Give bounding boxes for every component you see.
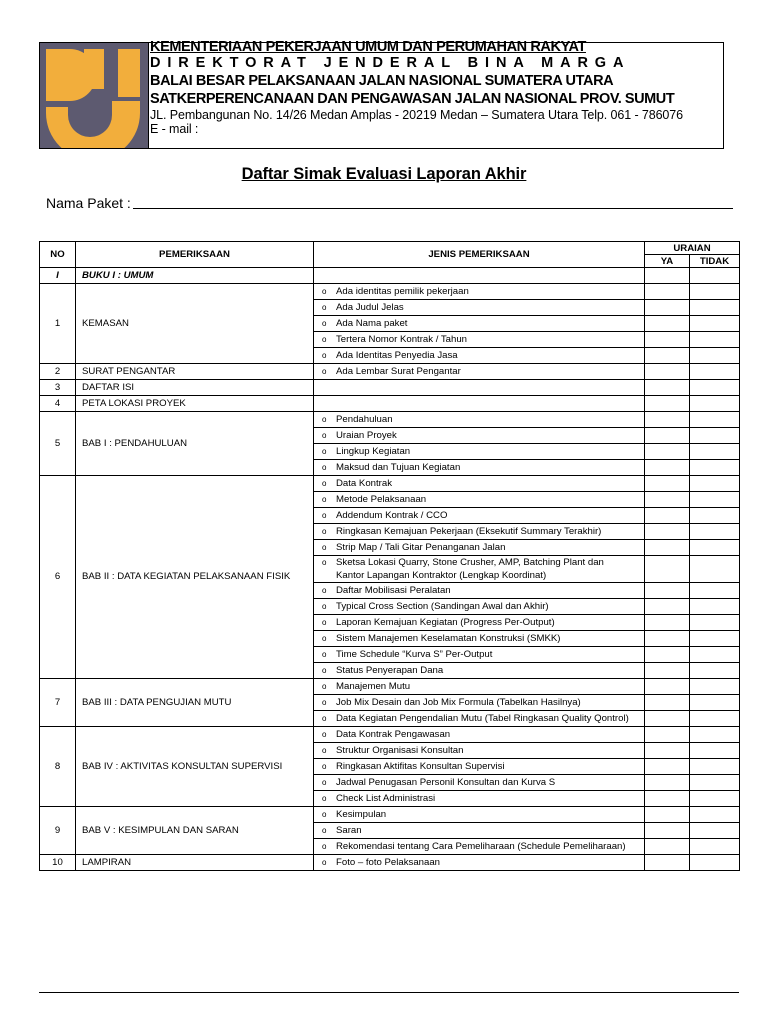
checkbox-ya[interactable] xyxy=(645,695,690,711)
bullet-icon: o xyxy=(322,793,327,803)
checkbox-ya[interactable] xyxy=(645,540,690,556)
checkbox-tidak[interactable] xyxy=(690,647,740,663)
row-number: I xyxy=(40,268,76,284)
checkbox-ya[interactable] xyxy=(645,284,690,300)
header-pemeriksaan: PEMERIKSAAN xyxy=(76,242,314,268)
checkbox-ya[interactable] xyxy=(645,332,690,348)
check-item-text: Maksud dan Tujuan Kegiatan xyxy=(336,461,461,473)
checkbox-ya[interactable] xyxy=(645,759,690,775)
row-pemeriksaan: BAB IV : AKTIVITAS KONSULTAN SUPERVISI xyxy=(76,727,314,807)
row-jenis xyxy=(314,743,645,759)
checkbox-ya[interactable] xyxy=(645,791,690,807)
check-item-text: Addendum Kontrak / CCO xyxy=(336,509,448,521)
row-number: 8 xyxy=(40,727,76,807)
bullet-icon: o xyxy=(322,745,327,755)
row-jenis xyxy=(314,284,645,300)
bullet-icon: o xyxy=(322,681,327,691)
bullet-icon: o xyxy=(322,601,327,611)
row-number: 6 xyxy=(40,476,76,679)
checkbox-tidak[interactable] xyxy=(690,695,740,711)
checkbox-ya[interactable] xyxy=(645,556,690,583)
table-row xyxy=(40,364,740,380)
checkbox-ya[interactable] xyxy=(645,743,690,759)
bullet-icon: o xyxy=(322,286,327,296)
row-jenis xyxy=(314,759,645,775)
row-pemeriksaan: BAB II : DATA KEGIATAN PELAKSANAAN FISIK xyxy=(76,476,314,679)
checkbox-ya[interactable] xyxy=(645,316,690,332)
pu-logo-icon xyxy=(40,43,148,148)
row-jenis xyxy=(314,364,645,380)
address-line: JL. Pembangunan No. 14/26 Medan Amplas - 20219 Medan – Sumatera Utara Telp. 061 - 786076 xyxy=(150,108,683,122)
bullet-icon: o xyxy=(322,841,327,851)
checkbox-ya[interactable] xyxy=(645,711,690,727)
check-item-text: Tertera Nomor Kontrak / Tahun xyxy=(336,333,467,345)
checkbox-tidak[interactable] xyxy=(690,727,740,743)
check-item-text: Foto – foto Pelaksanaan xyxy=(336,856,441,868)
checkbox-tidak[interactable] xyxy=(690,679,740,695)
row-jenis xyxy=(314,631,645,647)
check-item-text: Uraian Proyek xyxy=(336,429,397,441)
header-ya: YA xyxy=(645,255,690,268)
check-item-text: Ada identitas pemilik pekerjaan xyxy=(336,285,469,297)
checkbox-tidak[interactable] xyxy=(690,300,740,316)
check-item-text: Ringkasan Aktifitas Konsultan Supervisi xyxy=(336,760,505,772)
checkbox-tidak[interactable] xyxy=(690,268,740,284)
table-row xyxy=(40,412,740,428)
checkbox-tidak[interactable] xyxy=(690,284,740,300)
check-item-text: Sketsa Lokasi Quarry, Stone Crusher, AMP, Batching Plant dan Kantor Lapangan Kontraktor (Lengkap Koordinat) xyxy=(336,557,604,581)
checkbox-ya[interactable] xyxy=(645,679,690,695)
directorate-name: DIREKTORAT JENDERAL BINA MARGA xyxy=(150,55,631,71)
checkbox-ya[interactable] xyxy=(645,476,690,492)
row-jenis xyxy=(314,663,645,679)
nama-paket-label: Nama Paket : xyxy=(46,195,131,211)
header-no: NO xyxy=(40,242,76,268)
checkbox-tidak[interactable] xyxy=(690,460,740,476)
bullet-icon: o xyxy=(322,585,327,595)
checkbox-ya[interactable] xyxy=(645,444,690,460)
row-pemeriksaan: SURAT PENGANTAR xyxy=(76,364,314,380)
checkbox-tidak[interactable] xyxy=(690,524,740,540)
checkbox-tidak[interactable] xyxy=(690,663,740,679)
footer-divider xyxy=(39,992,739,993)
row-jenis xyxy=(314,300,645,316)
row-number: 9 xyxy=(40,807,76,855)
row-number: 2 xyxy=(40,364,76,380)
check-item-text: Rekomendasi tentang Cara Pemeliharaan (Schedule Pemeliharaan) xyxy=(336,840,626,852)
row-jenis xyxy=(314,412,645,428)
checkbox-ya[interactable] xyxy=(645,268,690,284)
check-item-text: Pendahuluan xyxy=(336,413,393,425)
bullet-icon: o xyxy=(322,510,327,520)
bullet-icon: o xyxy=(322,665,327,675)
check-item-text: Job Mix Desain dan Job Mix Formula (Tabelkan Hasilnya) xyxy=(336,696,581,708)
checkbox-tidak[interactable] xyxy=(690,476,740,492)
header-jenis: JENIS PEMERIKSAAN xyxy=(314,242,645,268)
checkbox-tidak[interactable] xyxy=(690,583,740,599)
checkbox-tidak[interactable] xyxy=(690,743,740,759)
bullet-icon: o xyxy=(322,697,327,707)
table-row xyxy=(40,855,740,871)
row-pemeriksaan: PETA LOKASI PROYEK xyxy=(76,396,314,412)
bullet-icon: o xyxy=(322,761,327,771)
checkbox-ya[interactable] xyxy=(645,524,690,540)
bullet-icon: o xyxy=(322,302,327,312)
bullet-icon: o xyxy=(322,462,327,472)
row-jenis xyxy=(314,444,645,460)
checkbox-ya[interactable] xyxy=(645,508,690,524)
row-jenis xyxy=(314,380,645,396)
check-item-text: Jadwal Penugasan Personil Konsultan dan Kurva S xyxy=(336,776,556,788)
checkbox-ya[interactable] xyxy=(645,412,690,428)
document-title: Daftar Simak Evaluasi Laporan Akhir xyxy=(241,165,527,183)
row-jenis xyxy=(314,807,645,823)
row-jenis xyxy=(314,711,645,727)
checkbox-tidak[interactable] xyxy=(690,711,740,727)
check-item-text: Lingkup Kegiatan xyxy=(336,445,411,457)
checkbox-tidak[interactable] xyxy=(690,348,740,364)
row-jenis xyxy=(314,583,645,599)
check-item-text: Kesimpulan xyxy=(336,808,387,820)
checkbox-ya[interactable] xyxy=(645,300,690,316)
row-jenis xyxy=(314,727,645,743)
bullet-icon: o xyxy=(322,542,327,552)
row-jenis xyxy=(314,268,645,284)
bullet-icon: o xyxy=(322,366,327,376)
checkbox-tidak[interactable] xyxy=(690,540,740,556)
bullet-icon: o xyxy=(322,617,327,627)
row-jenis xyxy=(314,695,645,711)
row-jenis xyxy=(314,839,645,855)
letterhead xyxy=(39,39,724,149)
checkbox-tidak[interactable] xyxy=(690,631,740,647)
checkbox-tidak[interactable] xyxy=(690,791,740,807)
checkbox-ya[interactable] xyxy=(645,775,690,791)
checkbox-ya[interactable] xyxy=(645,492,690,508)
checkbox-ya[interactable] xyxy=(645,348,690,364)
row-number: 4 xyxy=(40,396,76,412)
bullet-icon: o xyxy=(322,478,327,488)
checkbox-ya[interactable] xyxy=(645,823,690,839)
checkbox-tidak[interactable] xyxy=(690,364,740,380)
bullet-icon: o xyxy=(322,825,327,835)
row-jenis xyxy=(314,775,645,791)
row-jenis xyxy=(314,460,645,476)
checkbox-tidak[interactable] xyxy=(690,759,740,775)
checkbox-tidak[interactable] xyxy=(690,508,740,524)
table-row xyxy=(40,476,740,492)
check-item-text: Manajemen Mutu xyxy=(336,680,411,692)
checkbox-ya[interactable] xyxy=(645,599,690,615)
bullet-icon: o xyxy=(322,526,327,536)
check-item-text: Ada Nama paket xyxy=(336,317,408,329)
checkbox-ya[interactable] xyxy=(645,460,690,476)
checkbox-ya[interactable] xyxy=(645,396,690,412)
checkbox-tidak[interactable] xyxy=(690,775,740,791)
row-jenis xyxy=(314,679,645,695)
checkbox-ya[interactable] xyxy=(645,615,690,631)
ministry-name: KEMENTERIAAN PEKERJAAN UMUM DAN PERUMAHAN RAKYAT xyxy=(150,39,586,55)
table-row xyxy=(40,380,740,396)
table-row xyxy=(40,268,740,284)
bullet-icon: o xyxy=(322,350,327,360)
checkbox-ya[interactable] xyxy=(645,727,690,743)
checkbox-tidak[interactable] xyxy=(690,412,740,428)
table-row xyxy=(40,679,740,695)
row-pemeriksaan: KEMASAN xyxy=(76,284,314,364)
row-pemeriksaan: BAB I : PENDAHULUAN xyxy=(76,412,314,476)
row-pemeriksaan: LAMPIRAN xyxy=(76,855,314,871)
unit-name: SATKERPERENCANAAN DAN PENGAWASAN JALAN NASIONAL PROV. SUMUT xyxy=(150,91,675,107)
check-item-text: Ada Lembar Surat Pengantar xyxy=(336,365,461,377)
bullet-icon: o xyxy=(322,430,327,440)
bullet-icon: o xyxy=(322,558,327,567)
checkbox-tidak[interactable] xyxy=(690,823,740,839)
checkbox-tidak[interactable] xyxy=(690,556,740,583)
checklist-table xyxy=(39,241,740,871)
row-pemeriksaan: DAFTAR ISI xyxy=(76,380,314,396)
check-item-text: Data Kontrak xyxy=(336,477,392,489)
row-jenis xyxy=(314,599,645,615)
table-row xyxy=(40,284,740,300)
check-item-text: Saran xyxy=(336,824,362,836)
check-item-text: Daftar Mobilisasi Peralatan xyxy=(336,584,451,596)
row-number: 1 xyxy=(40,284,76,364)
email-line: E - mail : xyxy=(150,122,199,136)
row-jenis xyxy=(314,348,645,364)
checkbox-tidak[interactable] xyxy=(690,380,740,396)
checkbox-ya[interactable] xyxy=(645,855,690,871)
row-jenis xyxy=(314,332,645,348)
check-item-text: Check List Administrasi xyxy=(336,792,436,804)
checklist-body xyxy=(40,268,740,871)
checkbox-tidak[interactable] xyxy=(690,492,740,508)
checkbox-tidak[interactable] xyxy=(690,332,740,348)
table-row xyxy=(40,727,740,743)
checkbox-ya[interactable] xyxy=(645,380,690,396)
bullet-icon: o xyxy=(322,633,327,643)
row-number: 7 xyxy=(40,679,76,727)
check-item-text: Sistem Manajemen Keselamatan Konstruksi (SMKK) xyxy=(336,632,561,644)
bullet-icon: o xyxy=(322,318,327,328)
checkbox-ya[interactable] xyxy=(645,364,690,380)
row-number: 10 xyxy=(40,855,76,871)
check-item-text: Struktur Organisasi Konsultan xyxy=(336,744,464,756)
row-jenis xyxy=(314,855,645,871)
check-item-text: Ringkasan Kemajuan Pekerjaan (Eksekutif Summary Terakhir) xyxy=(336,525,602,537)
checkbox-ya[interactable] xyxy=(645,428,690,444)
row-pemeriksaan: BAB III : DATA PENGUJIAN MUTU xyxy=(76,679,314,727)
check-item-text: Ada Judul Jelas xyxy=(336,301,404,313)
row-jenis xyxy=(314,316,645,332)
row-jenis xyxy=(314,615,645,631)
row-pemeriksaan: BAB V : KESIMPULAN DAN SARAN xyxy=(76,807,314,855)
header-uraian: URAIAN xyxy=(645,242,740,255)
row-jenis xyxy=(314,476,645,492)
checkbox-ya[interactable] xyxy=(645,663,690,679)
bullet-icon: o xyxy=(322,713,327,723)
checkbox-tidak[interactable] xyxy=(690,444,740,460)
check-item-text: Strip Map / Tali Gitar Penanganan Jalan xyxy=(336,541,506,553)
checkbox-ya[interactable] xyxy=(645,631,690,647)
row-jenis xyxy=(314,647,645,663)
row-jenis xyxy=(314,492,645,508)
checkbox-tidak[interactable] xyxy=(690,396,740,412)
office-name: BALAI BESAR PELAKSANAAN JALAN NASIONAL SUMATERA UTARA xyxy=(150,73,614,89)
ministry-logo xyxy=(40,43,149,148)
table-row xyxy=(40,396,740,412)
row-jenis xyxy=(314,508,645,524)
bullet-icon: o xyxy=(322,809,327,819)
row-jenis xyxy=(314,428,645,444)
bullet-icon: o xyxy=(322,729,327,739)
check-item-text: Status Penyerapan Dana xyxy=(336,664,444,676)
row-jenis xyxy=(314,540,645,556)
checkbox-tidak[interactable] xyxy=(690,316,740,332)
checkbox-tidak[interactable] xyxy=(690,839,740,855)
check-item-text: Typical Cross Section (Sandingan Awal dan Akhir) xyxy=(336,600,549,612)
bullet-icon: o xyxy=(322,857,327,867)
check-item-text: Data Kontrak Pengawasan xyxy=(336,728,451,740)
check-item-text: Metode Pelaksanaan xyxy=(336,493,427,505)
check-item-text: Laporan Kemajuan Kegiatan (Progress Per-Output) xyxy=(336,616,555,628)
row-jenis xyxy=(314,791,645,807)
bullet-icon: o xyxy=(322,446,327,456)
bullet-icon: o xyxy=(322,777,327,787)
checkbox-tidak[interactable] xyxy=(690,615,740,631)
check-item-text: Time Schedule “Kurva S” Per-Output xyxy=(336,648,493,660)
check-item-text: Data Kegiatan Pengendalian Mutu (Tabel Ringkasan Quality Qontrol) xyxy=(336,712,629,724)
bullet-icon: o xyxy=(322,334,327,344)
row-number: 5 xyxy=(40,412,76,476)
bullet-icon: o xyxy=(322,494,327,504)
checkbox-tidak[interactable] xyxy=(690,428,740,444)
table-row xyxy=(40,807,740,823)
row-jenis xyxy=(314,524,645,540)
checkbox-tidak[interactable] xyxy=(690,807,740,823)
check-item-text: Ada Identitas Penyedia Jasa xyxy=(336,349,458,361)
header-tidak: TIDAK xyxy=(690,255,740,268)
checkbox-tidak[interactable] xyxy=(690,855,740,871)
row-pemeriksaan: BUKU I : UMUM xyxy=(76,268,314,284)
checkbox-ya[interactable] xyxy=(645,583,690,599)
bullet-icon: o xyxy=(322,414,327,424)
nama-paket-field[interactable] xyxy=(133,208,733,209)
row-jenis xyxy=(314,823,645,839)
checkbox-ya[interactable] xyxy=(645,807,690,823)
row-jenis xyxy=(314,556,645,583)
row-jenis xyxy=(314,396,645,412)
bullet-icon: o xyxy=(322,649,327,659)
checkbox-ya[interactable] xyxy=(645,839,690,855)
row-number: 3 xyxy=(40,380,76,396)
checkbox-ya[interactable] xyxy=(645,647,690,663)
checkbox-tidak[interactable] xyxy=(690,599,740,615)
